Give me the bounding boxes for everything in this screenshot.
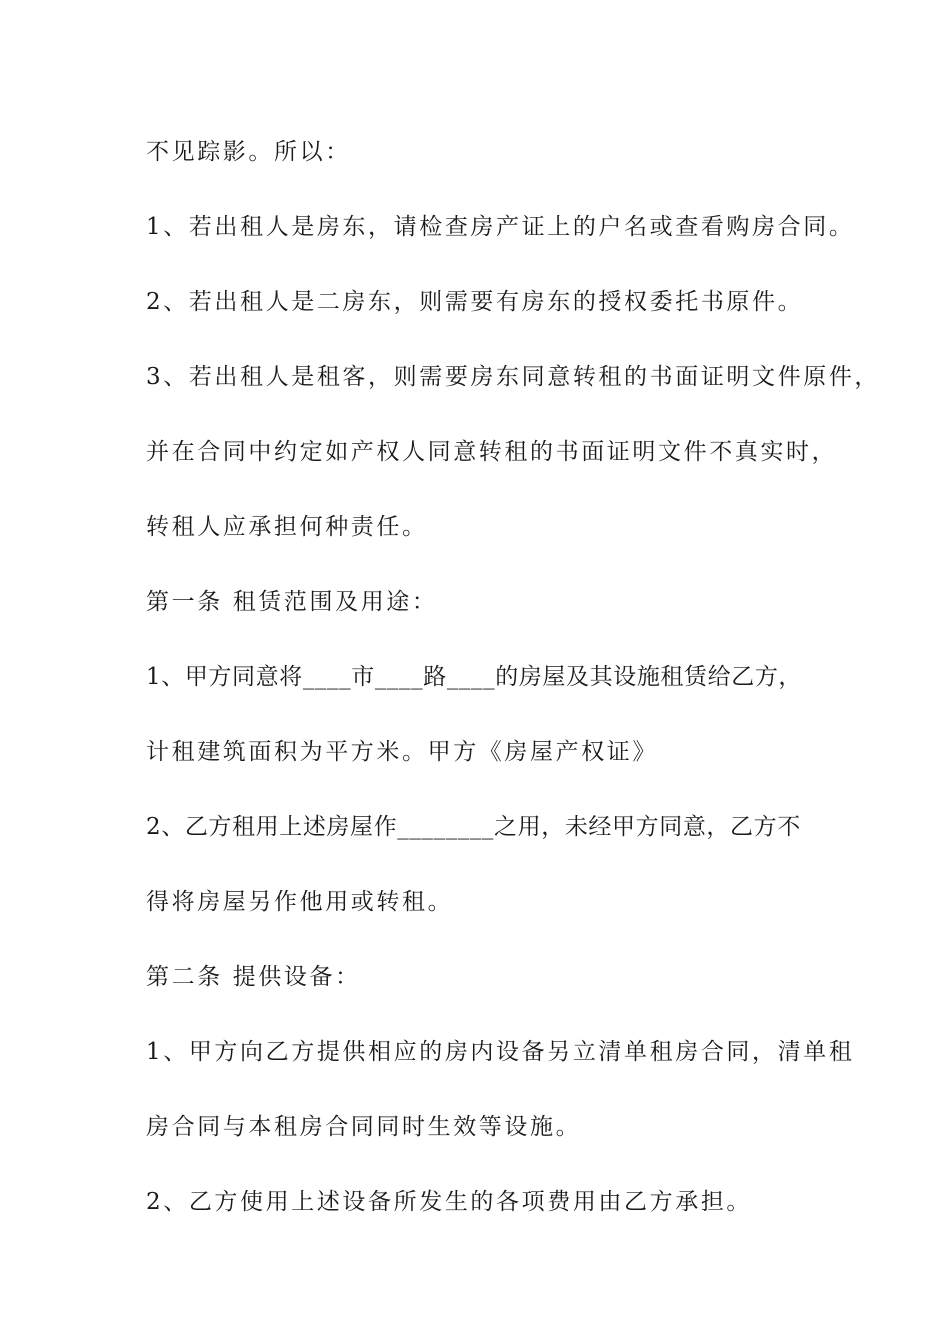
list-item-line: 2、若出租人是二房东，则需要有房东的授权委托书原件。: [146, 289, 804, 315]
section-heading: 第二条 提供设备：: [146, 964, 361, 990]
paragraph-line: 计租建筑面积为平方米。甲方《房屋产权证》: [146, 739, 658, 765]
paragraph-line: 并在合同中约定如产权人同意转租的书面证明文件不真实时，: [146, 439, 838, 465]
paragraph-line: 得将房屋另作他用或转租。: [146, 889, 454, 915]
paragraph-line: 不见踪影。所以：: [146, 139, 351, 165]
list-item-line: 1、甲方向乙方提供相应的房内设备另立清单租房合同，清单租: [146, 1039, 855, 1065]
list-item-line: 2、乙方租用上述房屋作________之用，未经甲方同意，乙方不: [146, 814, 801, 840]
paragraph-line: 转租人应承担何种责任。: [146, 514, 428, 540]
list-item-line: 1、若出租人是房东，请检查房产证上的户名或查看购房合同。: [146, 214, 855, 240]
list-item-line: 1、甲方同意将____市____路____的房屋及其设施租赁给乙方，: [146, 664, 803, 690]
list-item-line: 3、若出租人是租客，则需要房东同意转租的书面证明文件原件，: [146, 364, 881, 390]
paragraph-line: 房合同与本租房合同同时生效等设施。: [146, 1114, 582, 1140]
section-heading: 第一条 租赁范围及用途：: [146, 589, 438, 615]
list-item-line: 2、乙方使用上述设备所发生的各项费用由乙方承担。: [146, 1189, 753, 1215]
